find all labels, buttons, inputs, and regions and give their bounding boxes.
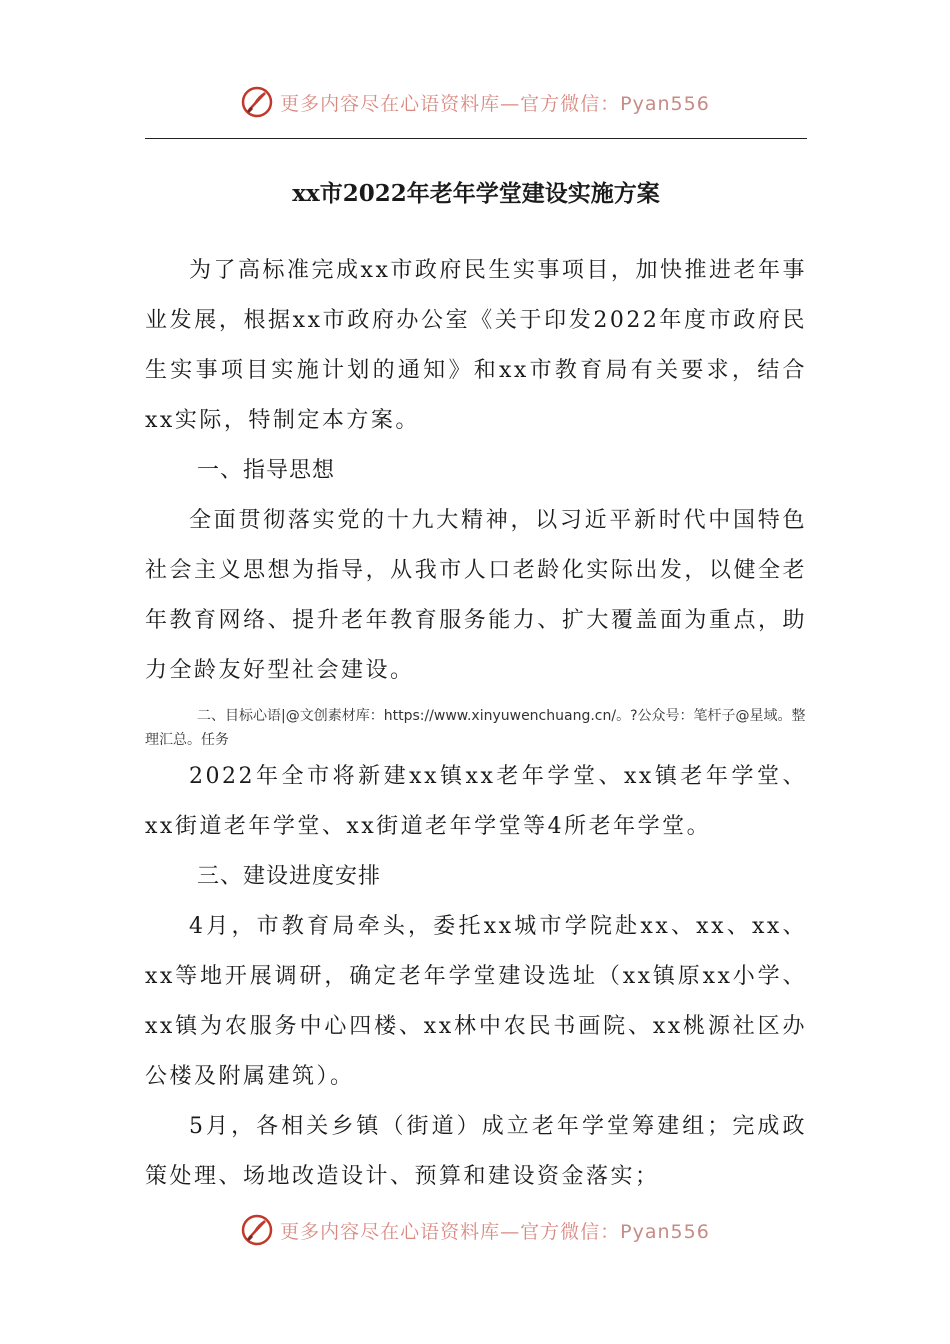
section-3-heading: 三、建设进度安排 — [197, 864, 382, 889]
section-2-paragraph: 2022年全市将新建xx镇xx老年学堂、xx镇老年学堂、xx街道老年学堂、xx街道老年学堂等4所老年学堂。 — [145, 764, 807, 839]
section-1-heading: 一、指导思想 — [197, 458, 336, 483]
wechat-id: Pyan556 — [620, 1220, 710, 1243]
header-banner — [0, 82, 950, 122]
document-body — [145, 246, 807, 1202]
intro-paragraph: 为了高标准完成xx市政府民生实事项目，加快推进老年事业发展，根据xx市政府办公室《关于印发2022年度市政府民生实事项目实施计划的通知》和xx市教育局有关要求，结合xx实际，特制定本方案。 — [145, 258, 807, 433]
quill-logo-icon — [240, 85, 274, 119]
section-3-paragraph-april: 4月，市教育局牵头，委托xx城市学院赴xx、xx、xx、xx等地开展调研，确定老年学堂建设选址（xx镇原xx小学、xx镇为农服务中心四楼、xx林中农民书画院、xx桃源社区办公楼及附属建筑）。 — [145, 914, 807, 1089]
quill-logo-icon — [240, 1213, 274, 1247]
section-2-heading-note: 二、目标心语|@文创素材库：https://www.xinyuwenchuang.cn/。?公众号：笔杆子@星域。整理汇总。任务 — [145, 708, 806, 748]
section-1-paragraph: 全面贯彻落实党的十九大精神，以习近平新时代中国特色社会主义思想为指导，从我市人口老龄化实际出发，以健全老年教育网络、提升老年教育服务能力、扩大覆盖面为重点，助力全龄友好型社会建设。 — [145, 508, 807, 683]
footer-banner — [0, 1210, 950, 1250]
header-rule — [145, 138, 807, 139]
banner-text: 更多内容尽在心语资料库—官方微信：Pyan556 — [280, 1220, 710, 1243]
wechat-id: Pyan556 — [620, 92, 710, 115]
document-title: xx市2022年老年学堂建设实施方案 — [292, 180, 660, 207]
banner-text: 更多内容尽在心语资料库—官方微信：Pyan556 — [280, 92, 710, 115]
section-3-paragraph-may: 5月，各相关乡镇（街道）成立老年学堂筹建组；完成政策处理、场地改造设计、预算和建设资金落实； — [145, 1114, 807, 1189]
